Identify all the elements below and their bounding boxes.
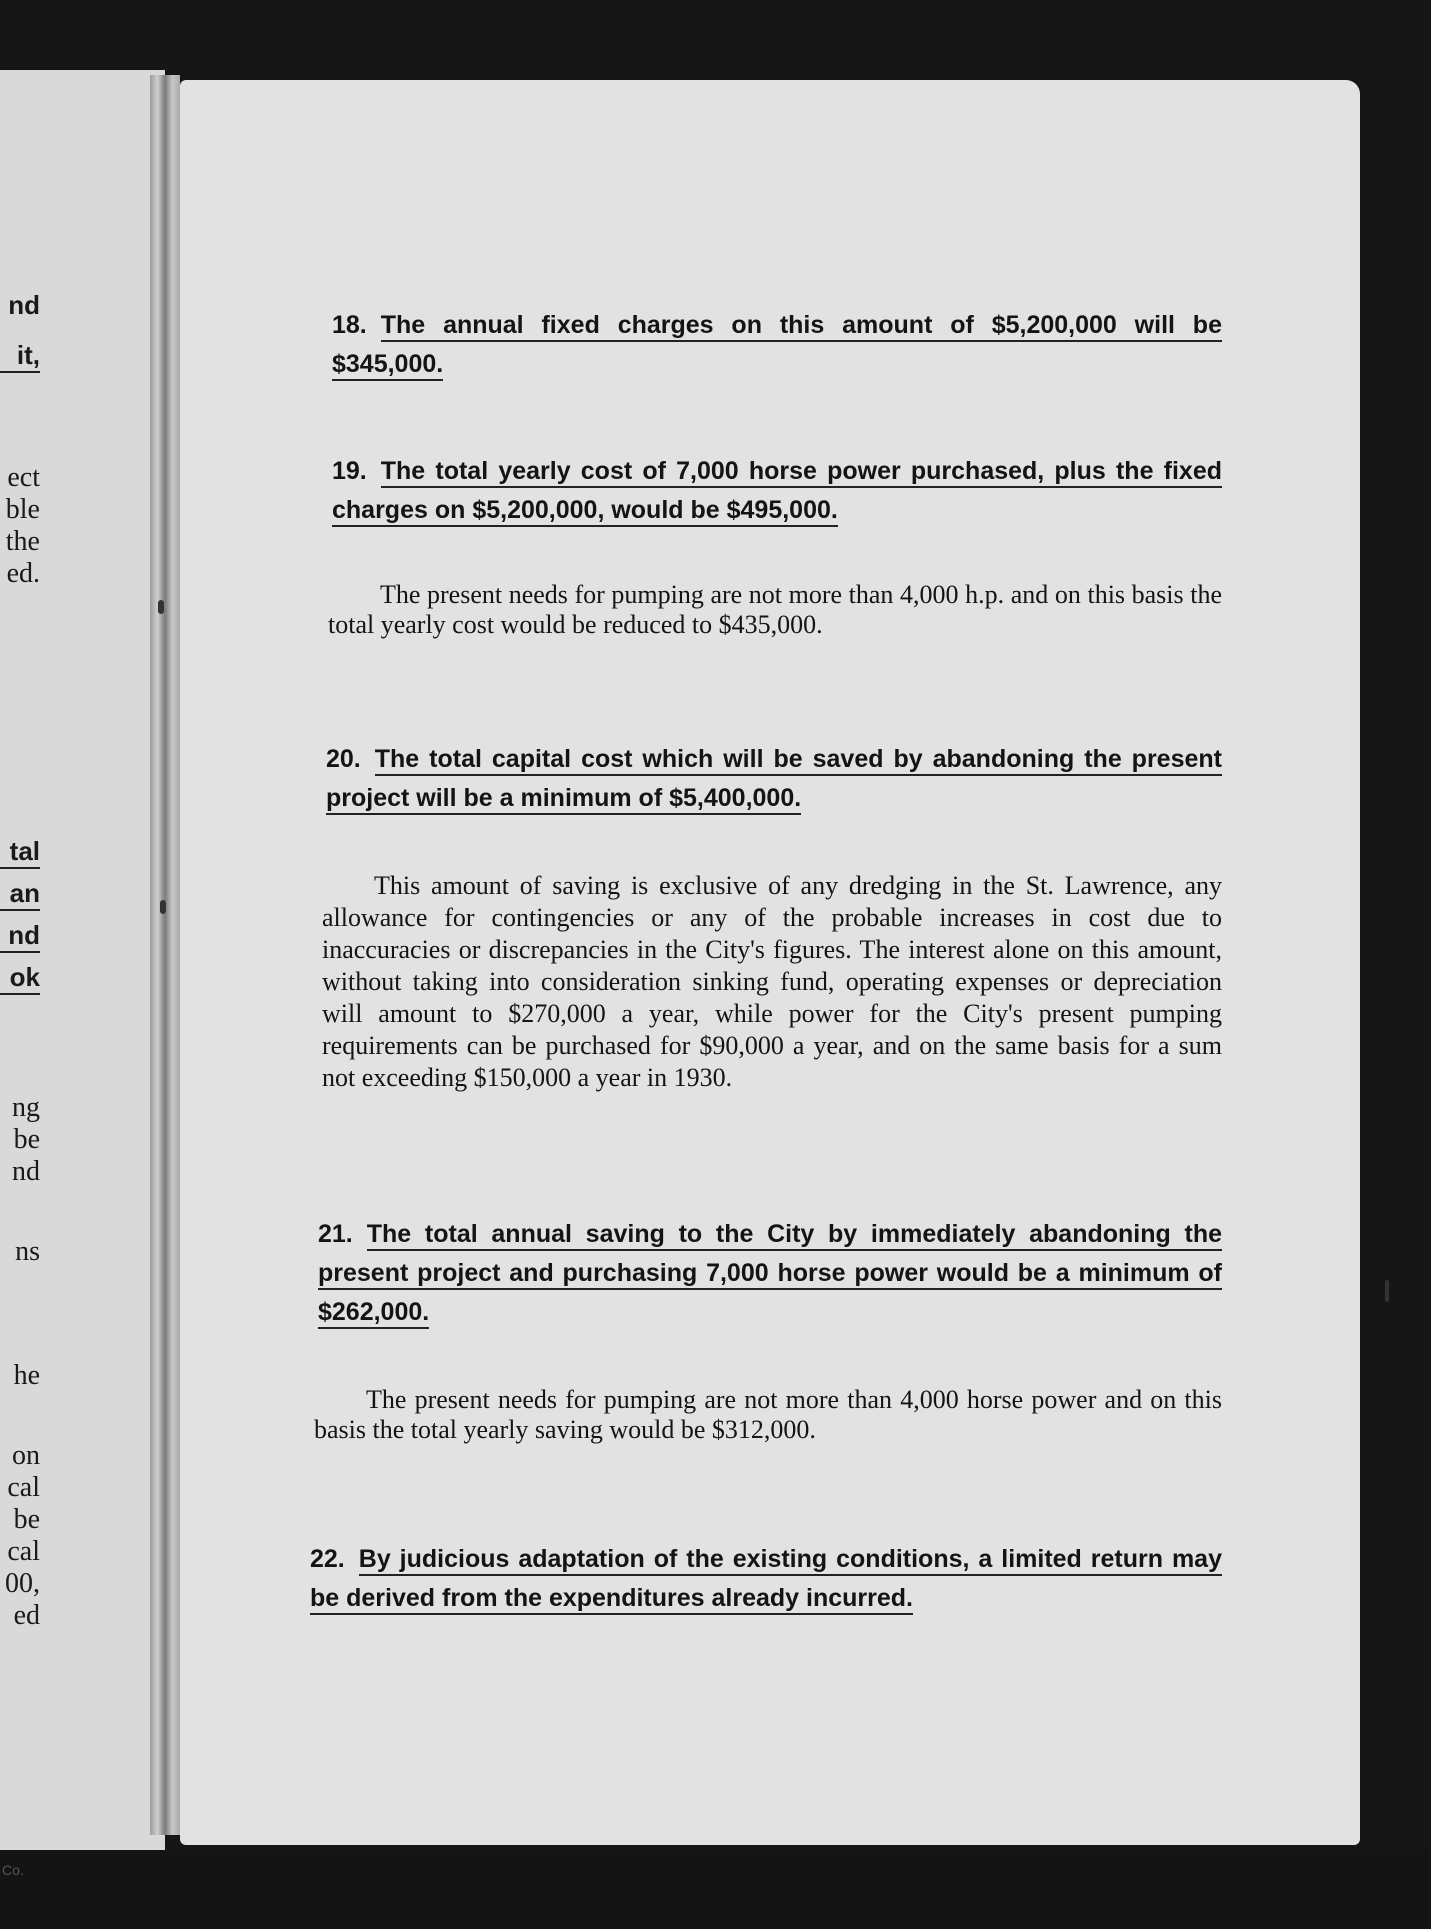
left-fragment: cal bbox=[7, 1472, 40, 1503]
left-fragment: it, bbox=[0, 340, 40, 373]
binding-gutter bbox=[150, 75, 180, 1835]
left-fragment: tal bbox=[0, 836, 40, 869]
item-20 bbox=[326, 740, 1222, 818]
item-heading-text: The total annual saving to the City by immediately abandoning the present project and purchasing 7,000 horse power would be a minimum of $262,000. bbox=[318, 1220, 1222, 1329]
left-fragment: ns bbox=[15, 1236, 40, 1267]
item-number: 21. bbox=[318, 1220, 353, 1248]
edge-mark bbox=[1385, 1280, 1389, 1302]
left-fragment: be bbox=[13, 1504, 40, 1535]
ink-smudge bbox=[160, 900, 166, 914]
item-heading-text: The annual fixed charges on this amount of $5,200,000 will be $345,000. bbox=[332, 311, 1222, 381]
item-22 bbox=[310, 1540, 1222, 1618]
left-fragment: ed. bbox=[6, 558, 40, 589]
paragraph-19-note: The present needs for pumping are not more than 4,000 h.p. and on this basis the total yearly cost would be reduced to $435,000. bbox=[328, 580, 1222, 639]
left-fragment: nd bbox=[0, 920, 40, 953]
left-fragment: ed bbox=[13, 1600, 40, 1631]
left-fragment: ok bbox=[0, 962, 40, 995]
left-fragment: ect bbox=[7, 462, 40, 493]
left-fragment: ble bbox=[5, 494, 40, 525]
document-page bbox=[180, 80, 1360, 1845]
left-fragment: cal bbox=[7, 1536, 40, 1567]
left-fragment: 00, bbox=[5, 1568, 40, 1599]
paragraph-20-note: This amount of saving is exclusive of any dredging in the St. Lawrence, any allowance for contingencies or any of the probable increases in cost due to inaccuracies or discrepancies in the City's figures. The interest alone on this amount, without taking into consideration sinking fund, operating expenses or depreciation will amount to $270,000 a year, while power for the City's present pumping requirements can be purchased for $90,000 a year, and on the same basis for a sum not exceeding $150,000 a year in 1930. bbox=[322, 871, 1222, 1092]
edge-label: Co. bbox=[2, 1862, 24, 1878]
left-fragment: the bbox=[5, 526, 40, 557]
item-heading-text: The total capital cost which will be saved by abandoning the present project will be a minimum of $5,400,000. bbox=[326, 745, 1222, 815]
item-21 bbox=[318, 1215, 1222, 1332]
item-number: 19. bbox=[332, 457, 367, 485]
item-number: 20. bbox=[326, 745, 361, 773]
left-fragment: on bbox=[12, 1440, 40, 1471]
left-fragment: he bbox=[13, 1360, 40, 1391]
left-fragment: an bbox=[0, 878, 40, 911]
item-number: 22. bbox=[310, 1545, 345, 1573]
scan-background-bottom bbox=[0, 1850, 1431, 1929]
item-18 bbox=[332, 306, 1222, 384]
item-heading-text: The total yearly cost of 7,000 horse power purchased, plus the fixed charges on $5,200,000, would be $495,000. bbox=[332, 457, 1222, 527]
left-fragment: nd bbox=[8, 290, 40, 320]
ink-smudge bbox=[158, 600, 164, 614]
left-fragment: be bbox=[13, 1124, 40, 1155]
left-fragment: ng bbox=[12, 1092, 40, 1123]
item-heading-text: By judicious adaptation of the existing conditions, a limited return may be derived from the expenditures already incurred. bbox=[310, 1545, 1222, 1615]
item-number: 18. bbox=[332, 311, 367, 339]
left-fragment: nd bbox=[12, 1156, 40, 1187]
paragraph-21-note: The present needs for pumping are not more than 4,000 horse power and on this basis the total yearly saving would be $312,000. bbox=[314, 1385, 1222, 1444]
item-19 bbox=[332, 452, 1222, 530]
